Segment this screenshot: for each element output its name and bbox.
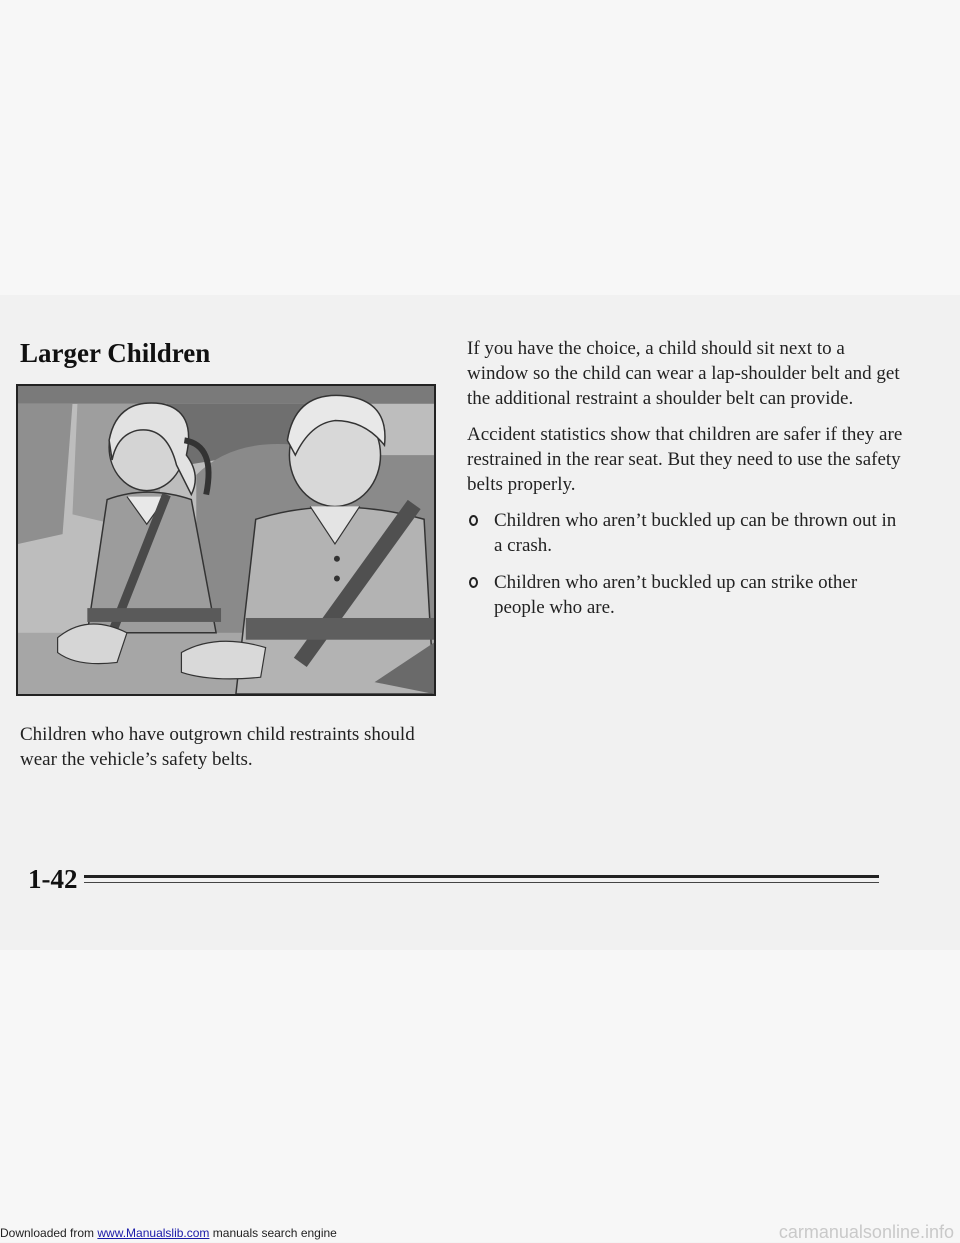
right-column-text <box>467 336 907 632</box>
section-title: Larger Children <box>20 338 211 368</box>
footer-rule-thick <box>84 875 879 878</box>
paragraph-window-seat: If you have the choice, a child should sit next to a window so the child can wear a lap-shoulder belt and get the additional restraint a shoulder belt can provide. <box>467 338 900 409</box>
page-bottom-margin <box>0 950 960 1242</box>
bullet-icon <box>469 515 478 526</box>
bullet-text: Children who aren’t buckled up can strike other people who are. <box>494 572 858 618</box>
page-number: 1-42 <box>28 864 78 894</box>
paragraph-accident-statistics: Accident statistics show that children are safer if they are restrained in the rear seat. But they need to use the safety belts properly. <box>467 424 903 495</box>
watermark: carmanualsonline.info <box>778 1222 954 1242</box>
manualslib-link[interactable]: www.Manualslib.com <box>97 1226 210 1240</box>
list-item <box>467 570 907 620</box>
bullet-list <box>467 508 907 620</box>
download-prefix: Downloaded from <box>0 1226 98 1240</box>
page-top-margin <box>0 0 960 295</box>
bullet-icon <box>469 577 478 588</box>
download-credit <box>0 1226 337 1240</box>
list-item <box>467 508 907 558</box>
bullet-text: Children who aren’t buckled up can be thrown out in a crash. <box>494 510 897 556</box>
illustration-drawing <box>18 386 434 694</box>
download-suffix: manuals search engine <box>209 1226 337 1240</box>
figure-caption: Children who have outgrown child restraints should wear the vehicle’s safety belts. <box>20 724 415 770</box>
children-seatbelt-illustration <box>16 384 436 696</box>
girl-lap-belt <box>87 608 221 622</box>
boy-lap-belt <box>246 618 434 640</box>
footer-rule-thin <box>84 882 879 883</box>
roof-lining <box>18 386 434 404</box>
